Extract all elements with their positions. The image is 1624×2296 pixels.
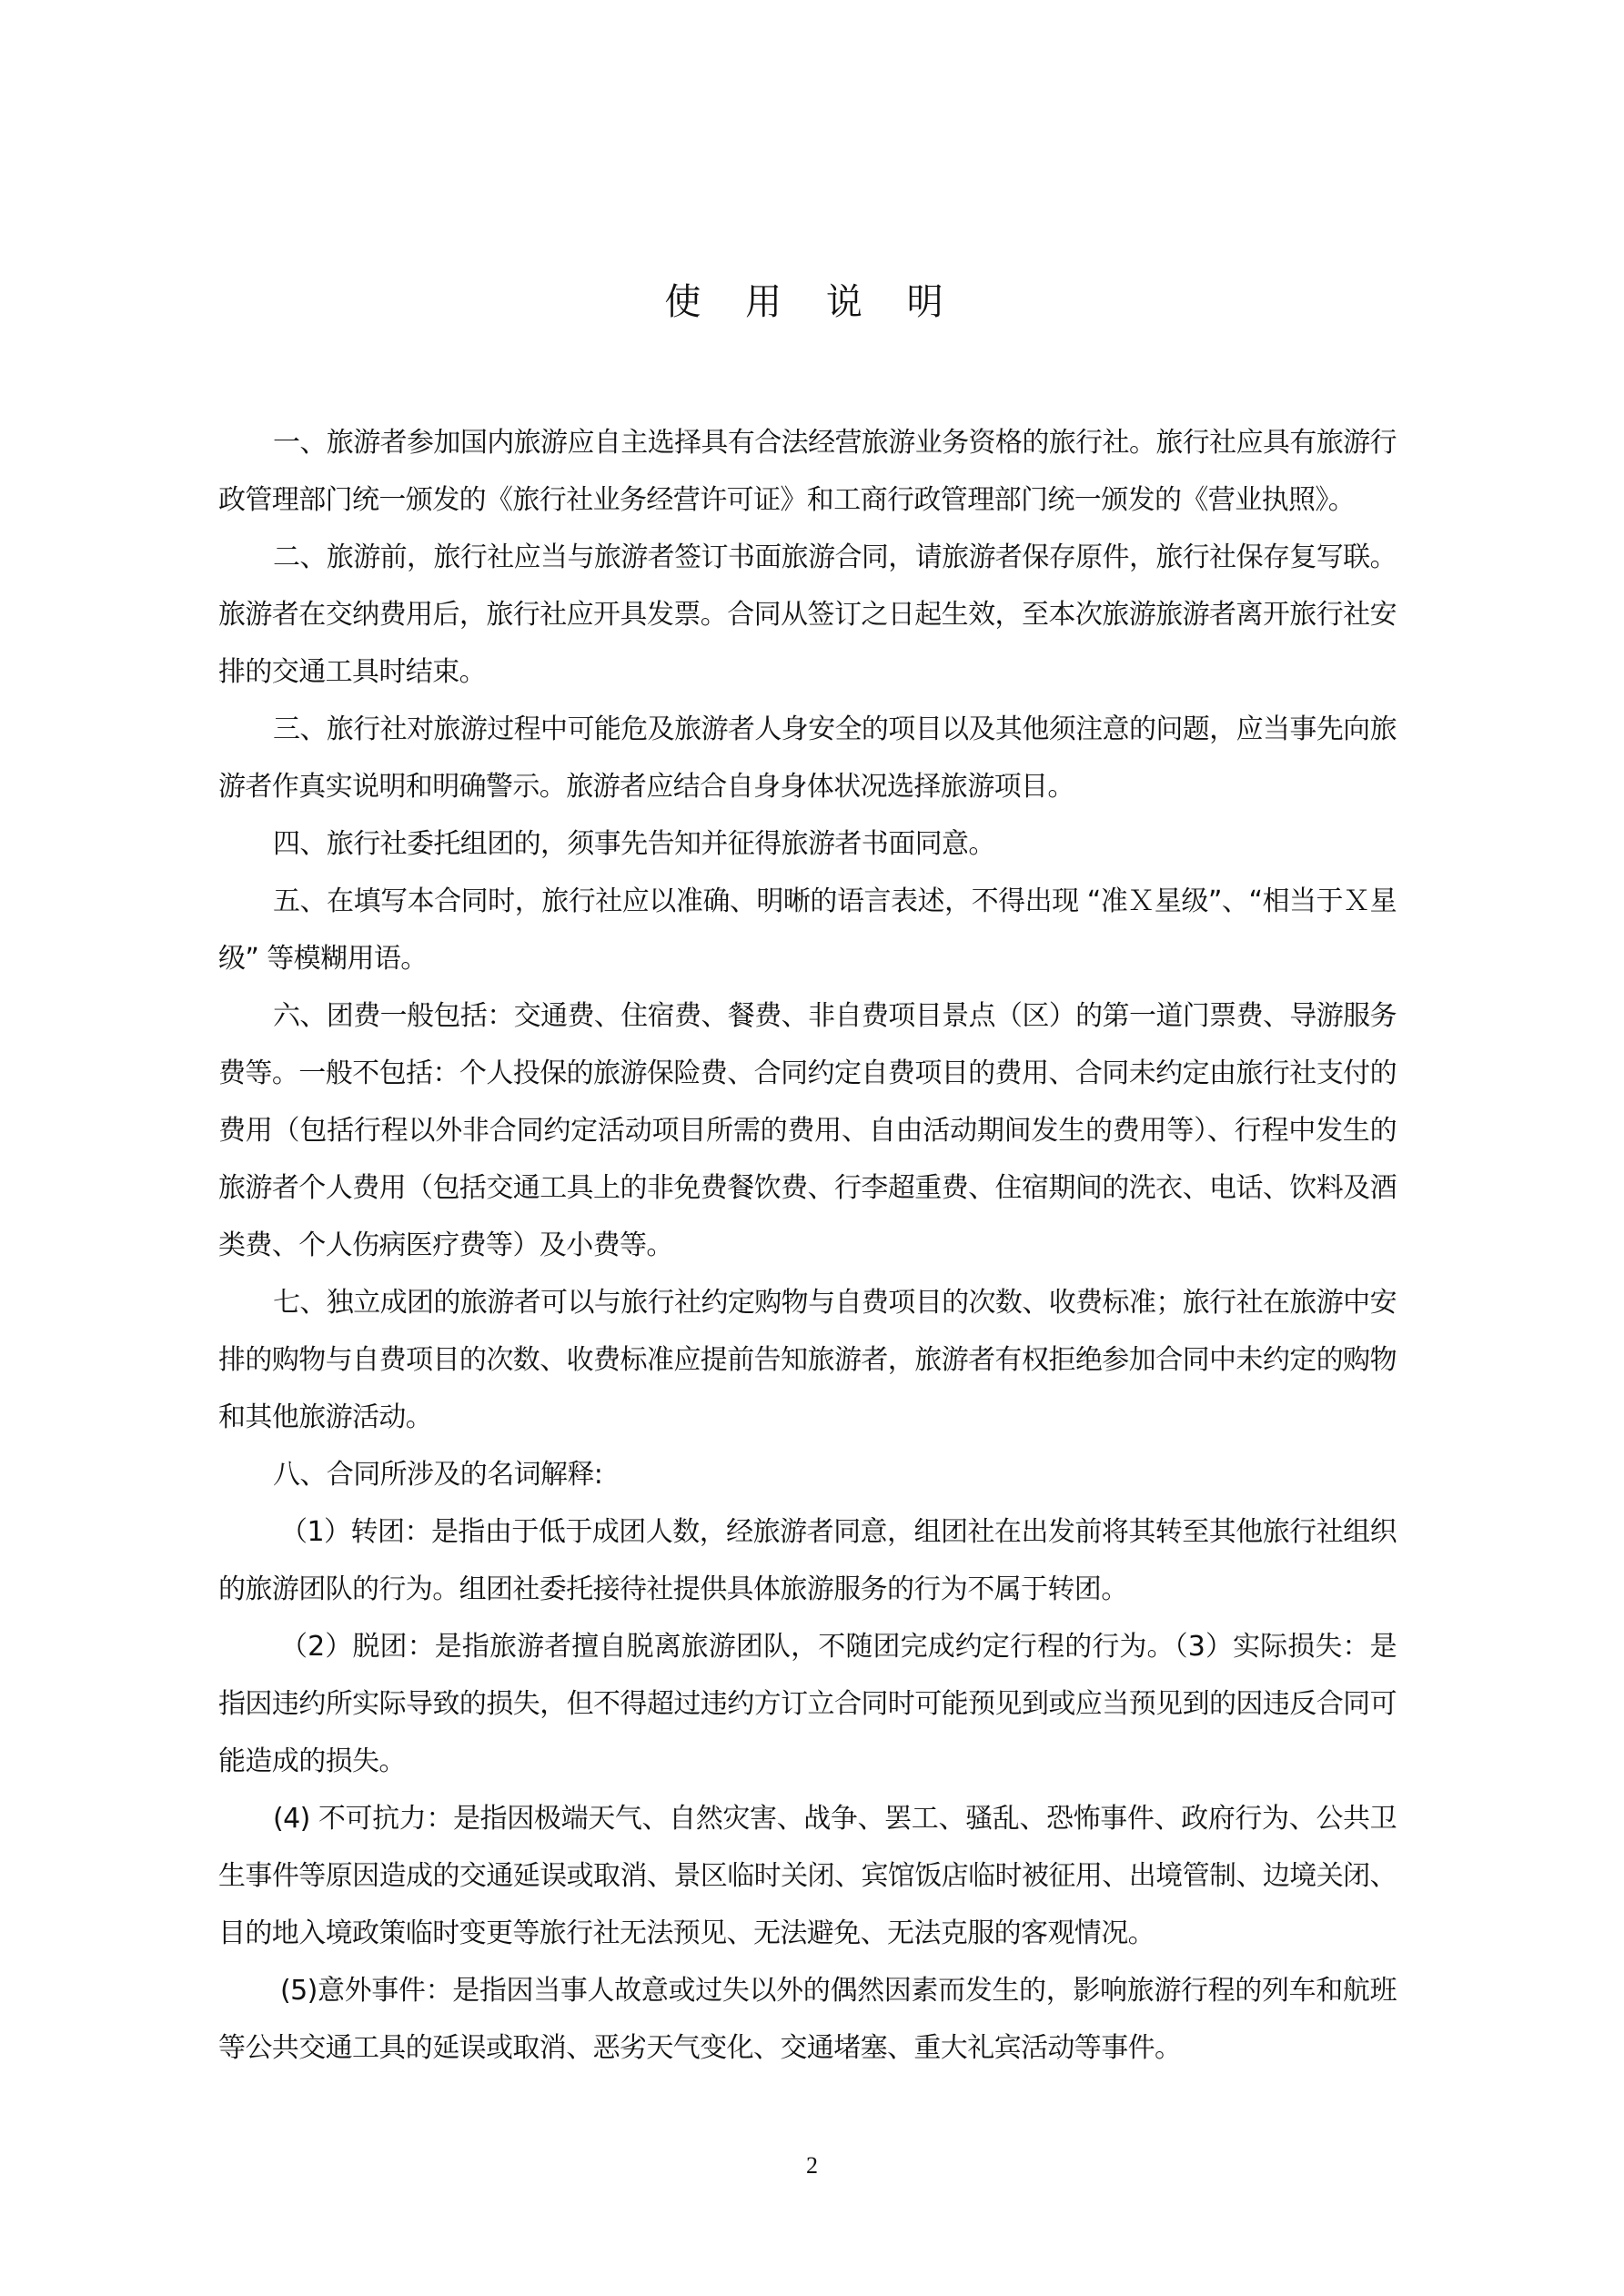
paragraph-5: 五、在填写本合同时，旅行社应以准确、明晰的语言表述，不得出现 “准Ｘ星级”、“相当于Ｘ星级” 等模糊用语。 <box>218 885 1397 975</box>
page-title: 使 用 说 明 <box>664 281 960 323</box>
paragraph-4: 四、旅行社委托组团的，须事先告知并征得旅游者书面同意。 <box>273 828 995 860</box>
definition-leave-group: （2）脱团：是指旅游者擅自脱离旅游团队，不随团完成约定行程的行为。（3）实际损失：是指因违约所实际导致的损失，但不得超过违约方订立合同时可能预见到或应当预见到的因违反合同可能造成的损失。 <box>218 1631 1397 1777</box>
paragraph-3: 三、旅行社对旅游过程中可能危及旅游者人身安全的项目以及其他须注意的问题，应当事先向旅游者作真实说明和明确警示。旅游者应结合自身身体状况选择旅游项目。 <box>218 713 1397 803</box>
paragraph-2: 二、旅游前，旅行社应当与旅游者签订书面旅游合同，请旅游者保存原件，旅行社保存复写联。旅游者在交纳费用后，旅行社应开具发票。合同从签订之日起生效，至本次旅游旅游者离开旅行社安排的交通工具时结束。 <box>218 541 1397 688</box>
paragraph-7: 七、独立成团的旅游者可以与旅行社约定购物与自费项目的次数、收费标准；旅行社在旅游中安排的购物与自费项目的次数、收费标准应提前告知旅游者，旅游者有权拒绝参加合同中未约定的购物和其他旅游活动。 <box>218 1287 1397 1433</box>
paragraph-8-heading: 八、合同所涉及的名词解释: <box>273 1459 603 1491</box>
definition-force-majeure: (4) 不可抗力：是指因极端天气、自然灾害、战争、罢工、骚乱、恐怖事件、政府行为、公共卫生事件等原因造成的交通延误或取消、景区临时关闭、宾馆饭店临时被征用、出境管制、边境关闭、目的地入境政策临时变更等旅行社无法预见、无法避免、无法克服的客观情况。 <box>218 1803 1397 1949</box>
paragraph-6: 六、团费一般包括：交通费、住宿费、餐费、非自费项目景点（区）的第一道门票费、导游服务费等。一般不包括：个人投保的旅游保险费、合同约定自费项目的费用、合同未约定由旅行社支付的费用（包括行程以外非合同约定活动项目所需的费用、自由活动期间发生的费用等）、行程中发生的旅游者个人费用（包括交通工具上的非免费餐饮费、行李超重费、住宿期间的洗衣、电话、饮料及酒类费、个人伤病医疗费等）及小费等。 <box>218 1000 1397 1261</box>
definition-transfer: （1）转团：是指由于低于成团人数，经旅游者同意，组团社在出发前将其转至其他旅行社组织的旅游团队的行为。组团社委托接待社提供具体旅游服务的行为不属于转团。 <box>218 1516 1397 1605</box>
definition-accident: (5)意外事件：是指因当事人故意或过失以外的偶然因素而发生的，影响旅游行程的列车和航班等公共交通工具的延误或取消、恶劣天气变化、交通堵塞、重大礼宾活动等事件。 <box>218 1975 1397 2064</box>
page-number: 2 <box>806 2152 818 2179</box>
document-body <box>218 414 1397 2077</box>
paragraph-1: 一、旅游者参加国内旅游应自主选择具有合法经营旅游业务资格的旅行社。旅行社应具有旅游行政管理部门统一颁发的《旅行社业务经营许可证》和工商行政管理部门统一颁发的《营业执照》。 <box>218 427 1397 516</box>
